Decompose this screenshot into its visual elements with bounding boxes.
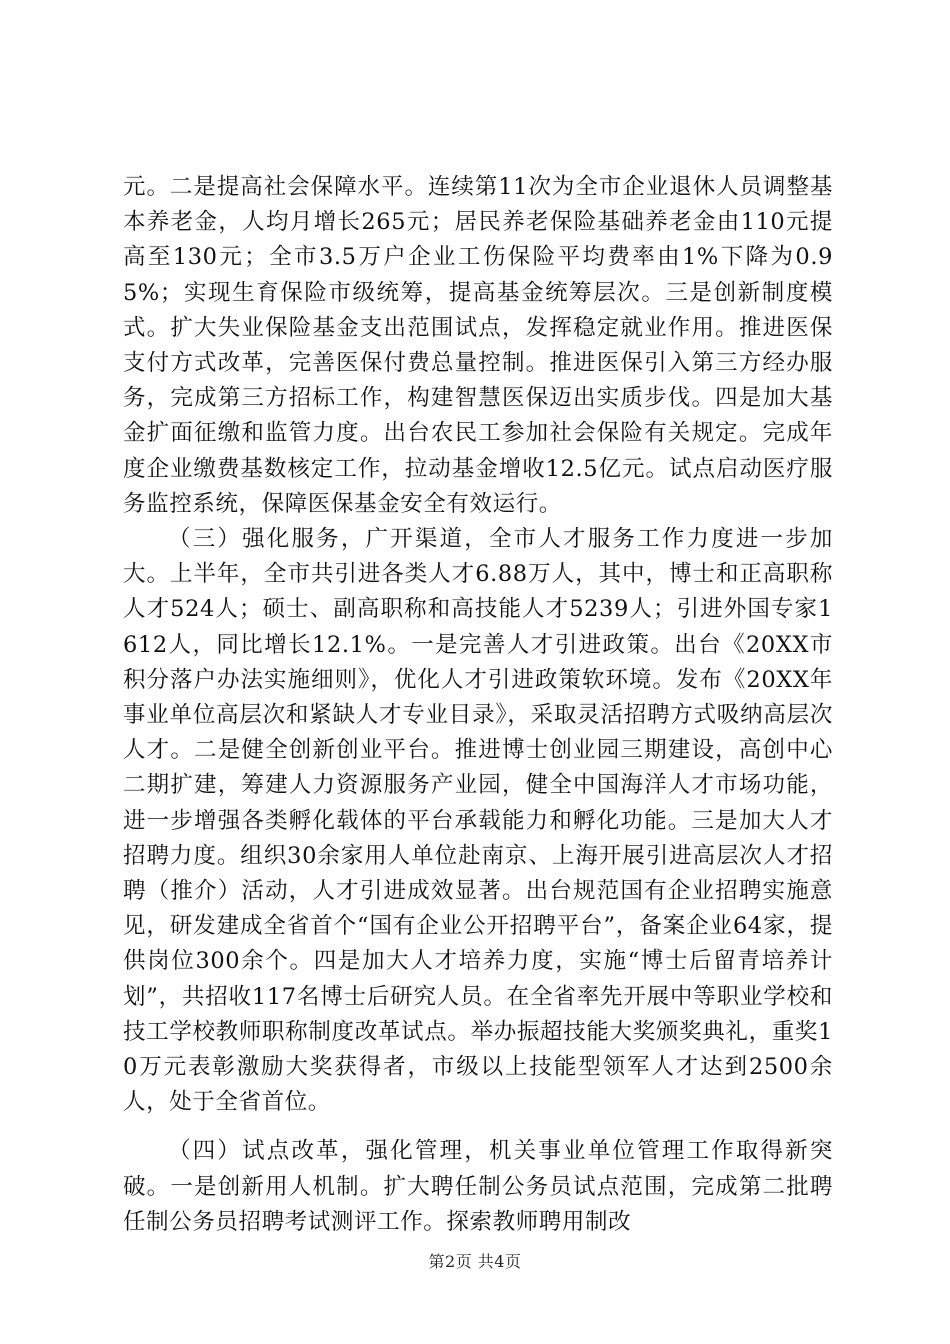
paragraph-talent-services: （三）强化服务，广开渠道，全市人才服务工作力度进一步加大。上半年，全市共引进各类人才6.88万人，其中，博士和正高职称人才524人；硕士、副高职称和高技能人才5239人；引进外国专家1612人，同比增长12.1%。一是完善人才引进政策。出台《20XX市积分落户办法实施细则》，优化人才引进政策软环境。发布《20XX年事业单位高层次和紧缺人才专业目录》，采取灵活招聘方式吸纳高层次人才。二是健全创新创业平台。推进博士创业园三期建设，高创中心二期扩建，筹建人力资源服务产业园，健全中国海洋人才市场功能，进一步增强各类孵化载体的平台承载能力和孵化功能。三是加大人才招聘力度。组织30余家用人单位赴南京、上海开展引进高层次人才招聘（推介）活动，人才引进成效显著。出台规范国有企业招聘实施意见，研发建成全省首个“国有企业公开招聘平台”，备案企业64家，提供岗位300余个。四是加大人才培养力度，实施“博士后留青培养计划”，共招收117名博士后研究人员。在全省率先开展中等职业学校和技工学校教师职称制度改革试点。举办振超技能大奖颁奖典礼，重奖10万元表彰激励大奖获得者，市级以上技能型领军人才达到2500余人，处于全省首位。 — [123, 526, 833, 1116]
page-number-footer: 第2页 共4页 — [428, 1252, 522, 1271]
document-body — [123, 170, 833, 1240]
paragraph-social-security: 元。二是提高社会保障水平。连续第11次为全市企业退休人员调整基本养老金，人均月增长265元；居民养老保险基础养老金由110元提高至130元；全市3.5万户企业工伤保险平均费率由1%下降为0.95%；实现生育保险市级统筹，提高基金统筹层次。三是创新制度模式。扩大失业保险基金支出范围试点，发挥稳定就业作用。推进医保支付方式改革，完善医保付费总量控制。推进医保引入第三方经办服务，完成第三方招标工作，构建智慧医保迈出实质步伐。四是加大基金扩面征缴和监管力度。出台农民工参加社会保险有关规定。完成年度企业缴费基数核定工作，拉动基金增收12.5亿元。试点启动医疗服务监控系统，保障医保基金安全有效运行。 — [123, 174, 833, 517]
paragraph-institution-reform: （四）试点改革，强化管理，机关事业单位管理工作取得新突破。一是创新用人机制。扩大聘任制公务员试点范围，完成第二批聘任制公务员招聘考试测评工作。探索教师聘用制改 — [123, 1138, 833, 1235]
